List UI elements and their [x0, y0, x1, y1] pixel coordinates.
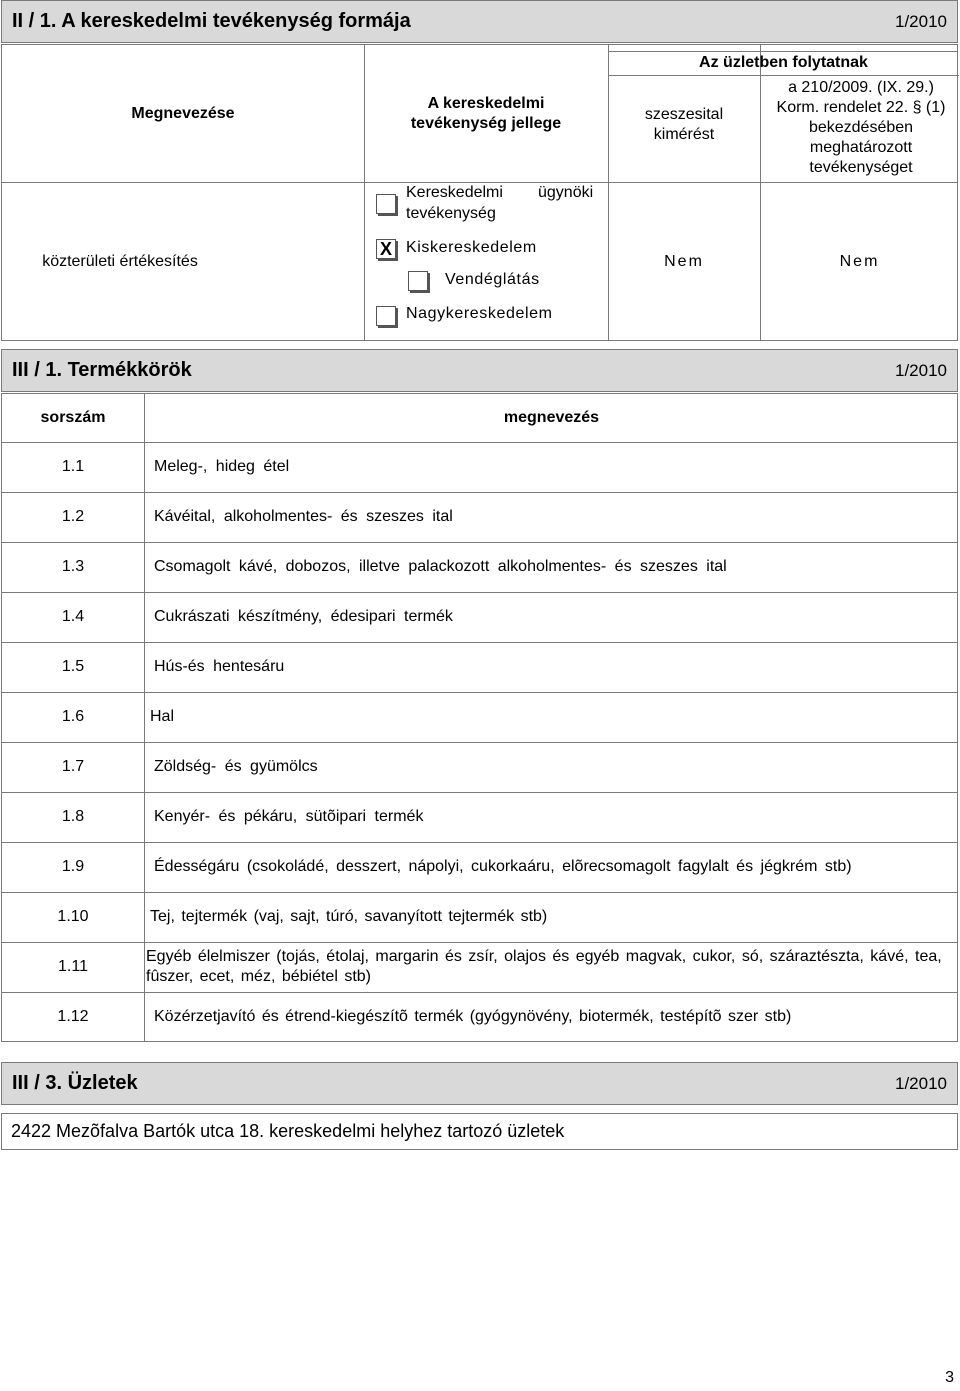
section-iii3-date: 1/2010	[895, 1073, 947, 1093]
kisker-checkbox[interactable]: X	[376, 239, 396, 259]
page-number: 3	[945, 1369, 954, 1386]
product-row	[2, 442, 957, 492]
col-sorszam-header: sorszám	[40, 409, 106, 426]
ugynoki-label-word: ügynöki	[538, 184, 594, 201]
product-name: Édességáru (csokoládé, desszert, nápolyi, cukorkaáru, elõrecsomagolt fagylalt és jégkrém stb)	[154, 858, 852, 875]
product-row	[2, 892, 957, 942]
product-name: Csomagolt kávé, dobozos, illetve palackozott alkoholmentes- és szeszes ital	[154, 558, 727, 575]
row-name-kozteruleti: közterületi értékesítés	[42, 253, 198, 270]
product-name: Kávéital, alkoholmentes- és szeszes ital	[154, 508, 453, 525]
nagyker-label: Nagykereskedelem	[406, 305, 553, 322]
szeszesital-value: Nem	[664, 253, 704, 270]
col-megnevezese-header: Megnevezése	[131, 104, 235, 122]
col-szeszesital-header: szeszesital kimérést	[644, 106, 724, 143]
product-number: 1.4	[61, 608, 85, 625]
section-iii1-title: III / 1. Termékkörök	[12, 359, 192, 381]
product-number: 1.8	[61, 808, 85, 825]
kisker-label: Kiskereskedelem	[406, 239, 537, 256]
product-row	[2, 792, 957, 842]
product-number: 1.12	[57, 1008, 89, 1025]
section-iii3-header	[1, 1062, 958, 1105]
product-name: Tej, tejtermék (vaj, sajt, túró, savanyított tejtermék stb)	[150, 908, 548, 925]
product-name: Meleg-, hideg étel	[154, 458, 290, 475]
product-name: Közérzetjavító és étrend-kiegészítõ termék (gyógynövény, biotermék, testépítõ szer stb)	[154, 1008, 792, 1025]
product-number: 1.2	[61, 508, 85, 525]
product-name: Egyéb élelmiszer (tojás, étolaj, margarin és zsír, olajos és egyéb magvak, cukor, só, száraztészta, kávé, tea, fûszer, ecet, méz, bébiétel stb)	[146, 948, 942, 985]
col-rendelet-header: a 210/2009. (IX. 29.) Korm. rendelet 22. § (1) bekezdésében meghatározott tevékenységet	[776, 78, 946, 176]
product-number: 1.5	[61, 658, 85, 675]
col-uzletben-header: Az üzletben folytatnak	[699, 54, 868, 71]
vendeglatas-checkbox[interactable]	[408, 271, 428, 291]
product-row	[2, 692, 957, 742]
product-row	[2, 842, 957, 892]
col-megnevezes-header: megnevezés	[503, 409, 600, 426]
section-ii-date: 1/2010	[895, 11, 947, 31]
ugynoki-checkbox[interactable]	[376, 194, 396, 214]
rendelet-value: Nem	[839, 253, 880, 270]
product-row	[2, 492, 957, 542]
nagyker-checkbox[interactable]	[376, 306, 396, 326]
ugynoki-label-line1: Kereskedelmi	[406, 184, 503, 201]
product-number: 1.1	[61, 458, 85, 475]
col-jellege-header: A kereskedelmi tevékenység jellege	[410, 94, 562, 132]
product-number: 1.10	[57, 908, 89, 925]
product-name: Cukrászati készítmény, édesipari termék	[154, 608, 453, 625]
product-number: 1.3	[61, 558, 85, 575]
termekkorok-table	[1, 393, 958, 1042]
product-number: 1.11	[58, 958, 88, 975]
product-name: Kenyér- és pékáru, sütõipari termék	[154, 808, 424, 825]
product-row	[2, 642, 957, 692]
section-ii-header	[1, 0, 958, 43]
section-iii3-title: III / 3. Üzletek	[12, 1072, 138, 1094]
uzletek-box	[1, 1113, 958, 1150]
shop-address: 2422 Mezõfalva Bartók utca 18. kereskedelmi helyhez tartozó üzletek	[11, 1121, 565, 1141]
section-ii-title: II / 1. A kereskedelmi tevékenység formája	[12, 10, 411, 32]
product-name: Zöldség- és gyümölcs	[154, 758, 318, 775]
product-row	[2, 742, 957, 792]
vendeglatas-label: Vendéglátás	[445, 271, 540, 288]
ugynoki-label-line2: tevékenység	[406, 205, 496, 222]
section-iii1-date: 1/2010	[895, 360, 947, 380]
product-number: 1.7	[61, 758, 85, 775]
product-row	[2, 942, 957, 992]
product-name: Hús-és hentesáru	[154, 658, 285, 675]
section-ii-table	[1, 44, 958, 341]
product-number: 1.6	[61, 708, 85, 725]
product-row	[2, 592, 957, 642]
product-row	[2, 992, 957, 1042]
product-name: Hal	[150, 708, 175, 725]
section-iii1-header	[1, 349, 958, 392]
product-row	[2, 542, 957, 592]
product-number: 1.9	[61, 858, 85, 875]
